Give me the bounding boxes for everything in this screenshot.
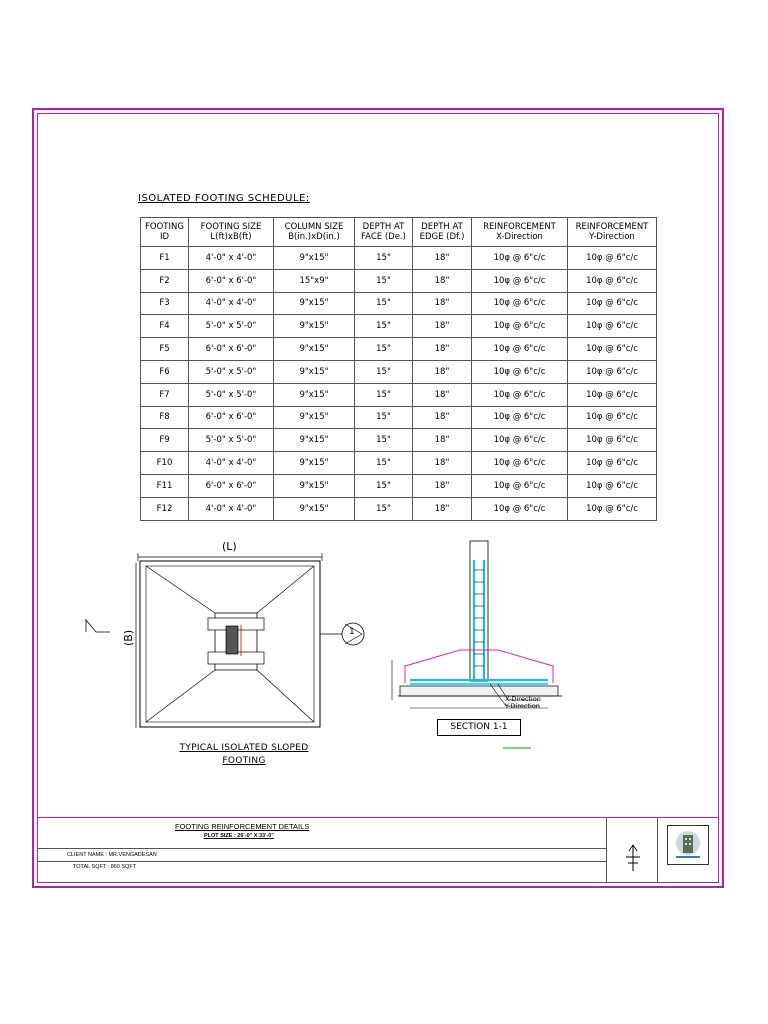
table-cell: 15" xyxy=(355,315,413,338)
dimension-length-label: (L) xyxy=(222,540,237,553)
table-cell: 10φ @ 6"c/c xyxy=(472,292,568,315)
header-text-line: EDGE (Df.) xyxy=(419,232,465,242)
table-cell: 18" xyxy=(413,497,472,520)
header-text-line: X-Direction xyxy=(496,232,543,242)
dimension-breadth-label: (B) xyxy=(122,629,135,646)
table-cell: 18" xyxy=(413,269,472,292)
table-cell: 10φ @ 6"c/c xyxy=(472,315,568,338)
table-cell: 18" xyxy=(413,247,472,270)
table-cell: 4'-0" x 4'-0" xyxy=(189,452,274,475)
header-text-line: DEPTH AT xyxy=(421,222,463,232)
table-cell: 10φ @ 6"c/c xyxy=(472,452,568,475)
schedule-title: ISOLATED FOOTING SCHEDULE: xyxy=(138,193,310,204)
table-cell: 9"x15" xyxy=(274,247,355,270)
company-logo xyxy=(667,825,709,865)
table-cell: F10 xyxy=(141,452,189,475)
table-cell: 10φ @ 6"c/c xyxy=(472,247,568,270)
y-direction-label: Y-Direction xyxy=(505,702,540,710)
title-block-divider xyxy=(606,818,607,883)
table-cell: 10φ @ 6"c/c xyxy=(568,269,657,292)
table-cell: F4 xyxy=(141,315,189,338)
drawing-title: FOOTING REINFORCEMENT DETAILS xyxy=(175,822,310,831)
table-cell: 10φ @ 6"c/c xyxy=(472,406,568,429)
header-text-line: FOOTING xyxy=(145,222,184,232)
table-cell: 4'-0" x 4'-0" xyxy=(189,247,274,270)
table-cell: F2 xyxy=(141,269,189,292)
table-cell: 10φ @ 6"c/c xyxy=(568,292,657,315)
header-text-line: B(in.)xD(in.) xyxy=(288,232,340,242)
header-text-line: COLUMN SIZE xyxy=(284,222,344,232)
table-cell: 10φ @ 6"c/c xyxy=(568,315,657,338)
table-cell: 5'-0" x 5'-0" xyxy=(189,429,274,452)
header-text-line: L(ft)xB(ft) xyxy=(210,232,252,242)
table-cell: 10φ @ 6"c/c xyxy=(568,429,657,452)
table-cell: 6'-0" x 6'-0" xyxy=(189,269,274,292)
table-cell: 10φ @ 6"c/c xyxy=(568,452,657,475)
table-cell: 10φ @ 6"c/c xyxy=(568,497,657,520)
table-cell: 18" xyxy=(413,406,472,429)
plot-size: PLOT SIZE : 26'-0" X 33'-0" xyxy=(204,833,274,839)
table-cell: 18" xyxy=(413,315,472,338)
table-cell: F8 xyxy=(141,406,189,429)
table-cell: 9"x15" xyxy=(274,474,355,497)
table-cell: 9"x15" xyxy=(274,360,355,383)
table-cell: F11 xyxy=(141,474,189,497)
table-cell: F1 xyxy=(141,247,189,270)
table-cell: 15" xyxy=(355,292,413,315)
header-text-line: DEPTH AT xyxy=(362,222,405,232)
header-text-line: ID xyxy=(159,232,170,242)
table-cell: 18" xyxy=(413,452,472,475)
table-cell: 15" xyxy=(355,383,413,406)
table-cell: 15" xyxy=(355,338,413,361)
table-cell: 6'-0" x 6'-0" xyxy=(189,474,274,497)
table-cell: 15" xyxy=(355,269,413,292)
total-sqft: TOTAL SQFT : 860 SQFT xyxy=(73,864,137,870)
table-cell: F12 xyxy=(141,497,189,520)
table-cell: 5'-0" x 5'-0" xyxy=(189,315,274,338)
table-cell: 18" xyxy=(413,338,472,361)
title-block-divider xyxy=(37,848,606,849)
table-cell: 10φ @ 6"c/c xyxy=(472,269,568,292)
building-logo-icon xyxy=(671,829,705,861)
table-cell: 10φ @ 6"c/c xyxy=(568,406,657,429)
table-cell: 4'-0" x 4'-0" xyxy=(189,497,274,520)
table-cell: 10φ @ 6"c/c xyxy=(568,247,657,270)
table-cell: 10φ @ 6"c/c xyxy=(472,497,568,520)
header-text-line: FOOTING SIZE xyxy=(200,222,262,232)
plan-caption-line2: FOOTING xyxy=(222,756,266,766)
title-block-divider xyxy=(37,861,606,862)
table-cell: 6'-0" x 6'-0" xyxy=(189,338,274,361)
table-cell: 10φ @ 6"c/c xyxy=(472,360,568,383)
table-cell: 15" xyxy=(355,360,413,383)
table-cell: 10φ @ 6"c/c xyxy=(568,360,657,383)
header-text-line: FACE (De.) xyxy=(361,232,406,242)
plan-caption-line1: TYPICAL ISOLATED SLOPED xyxy=(179,743,309,753)
table-cell: 5'-0" x 5'-0" xyxy=(189,383,274,406)
table-cell: 15"x9" xyxy=(274,269,355,292)
header-text-line: Y-Direction xyxy=(589,232,635,242)
table-cell: 15" xyxy=(355,247,413,270)
table-cell: 18" xyxy=(413,292,472,315)
table-cell: 18" xyxy=(413,360,472,383)
table-cell: 9"x15" xyxy=(274,315,355,338)
table-cell: 9"x15" xyxy=(274,292,355,315)
table-cell: 9"x15" xyxy=(274,406,355,429)
table-cell: 6'-0" x 6'-0" xyxy=(189,406,274,429)
table-cell: 4'-0" x 4'-0" xyxy=(189,292,274,315)
section-marker-number: 1 xyxy=(349,627,355,637)
table-cell: 15" xyxy=(355,429,413,452)
table-cell: 10φ @ 6"c/c xyxy=(472,429,568,452)
header-text-line: REINFORCEMENT xyxy=(483,222,556,232)
table-cell: 15" xyxy=(355,406,413,429)
client-name: CLIENT NAME : MR.VENGADESAN xyxy=(67,852,157,858)
table-cell: 5'-0" x 5'-0" xyxy=(189,360,274,383)
title-block xyxy=(37,817,719,884)
table-cell: 15" xyxy=(355,474,413,497)
table-cell: 15" xyxy=(355,452,413,475)
table-cell: 10φ @ 6"c/c xyxy=(568,474,657,497)
title-block-divider xyxy=(657,818,658,883)
table-cell: 10φ @ 6"c/c xyxy=(568,383,657,406)
table-cell: 18" xyxy=(413,429,472,452)
table-cell: 9"x15" xyxy=(274,497,355,520)
table-cell: 15" xyxy=(355,497,413,520)
header-text-line: REINFORCEMENT xyxy=(575,222,649,232)
table-cell: F6 xyxy=(141,360,189,383)
table-cell: 9"x15" xyxy=(274,338,355,361)
north-arrow-icon xyxy=(622,843,644,873)
table-cell: 18" xyxy=(413,383,472,406)
table-cell: 18" xyxy=(413,474,472,497)
table-cell: F5 xyxy=(141,338,189,361)
table-cell: 10φ @ 6"c/c xyxy=(472,383,568,406)
table-cell: 9"x15" xyxy=(274,452,355,475)
table-cell: 9"x15" xyxy=(274,429,355,452)
table-cell: F3 xyxy=(141,292,189,315)
x-direction-label: X-Direction xyxy=(505,695,541,703)
table-cell: F9 xyxy=(141,429,189,452)
section-label: SECTION 1-1 xyxy=(437,719,521,736)
table-cell: 10φ @ 6"c/c xyxy=(472,474,568,497)
table-cell: F7 xyxy=(141,383,189,406)
table-cell: 10φ @ 6"c/c xyxy=(568,338,657,361)
table-cell: 9"x15" xyxy=(274,383,355,406)
table-cell: 10φ @ 6"c/c xyxy=(472,338,568,361)
